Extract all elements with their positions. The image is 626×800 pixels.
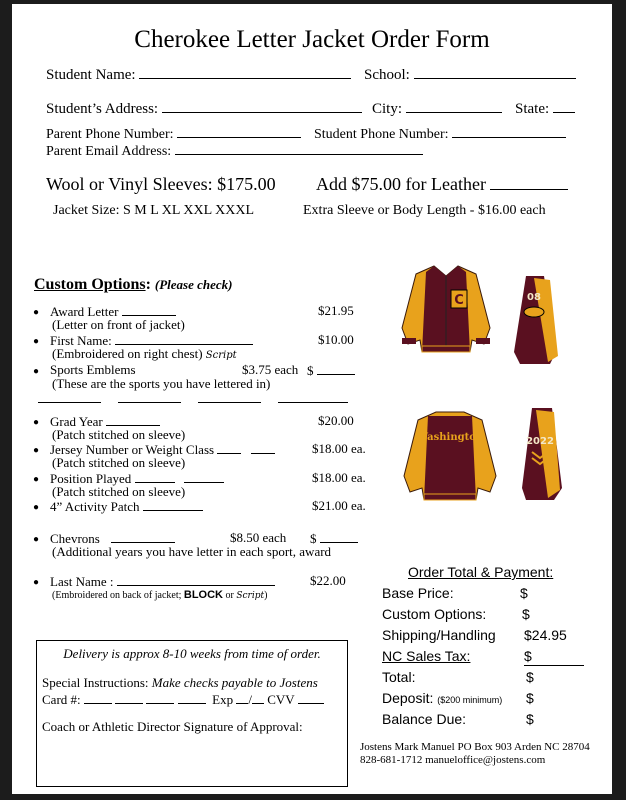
school-field[interactable]: [414, 66, 576, 79]
jacket-back-image: [400, 406, 500, 506]
chevrons-note: (Additional years you have letter in each sport, award: [52, 544, 332, 559]
first-name-note-row: [52, 346, 237, 362]
order-form-page: [12, 4, 612, 794]
sales-tax-label: NC Sales Tax:: [382, 648, 471, 664]
custom-options-total-value: $: [522, 606, 530, 622]
sport-line-3[interactable]: [198, 402, 261, 403]
sports-emblems-field[interactable]: [317, 362, 355, 375]
first-name-field[interactable]: [115, 332, 253, 345]
jersey-note: (Patch stitched on sleeve): [52, 455, 186, 470]
activity-patch-field[interactable]: [143, 498, 203, 511]
parent-phone-row: [46, 125, 301, 143]
grad-year-label: Grad Year: [50, 414, 103, 429]
bullet: ●: [33, 474, 40, 485]
jersey-field-2[interactable]: [251, 441, 275, 454]
bullet: ●: [33, 307, 40, 318]
bullet: ●: [33, 502, 40, 513]
parent-phone-field[interactable]: [177, 125, 301, 138]
card-field-3[interactable]: [146, 691, 174, 704]
state-row: [515, 100, 575, 118]
exp-year-field[interactable]: [252, 691, 264, 704]
jacket-front-image: [396, 260, 496, 358]
first-name-note: (Embroidered on right chest): [52, 346, 203, 361]
card-field-2[interactable]: [115, 691, 143, 704]
custom-options-total-label: Custom Options:: [382, 606, 487, 622]
position-note: (Patch stitched on sleeve): [52, 484, 186, 499]
custom-options-title: Custom Options: [34, 276, 146, 293]
first-name-script: Script: [205, 350, 237, 361]
jacket-back-side-image: [518, 404, 566, 506]
total-label: Total:: [382, 669, 416, 685]
state-label: State:: [515, 101, 550, 117]
sports-emblems-label: Sports Emblems: [50, 362, 136, 377]
last-name-note-row: [52, 589, 267, 601]
chevrons-field[interactable]: [111, 530, 175, 543]
grad-year-note: (Patch stitched on sleeve): [52, 427, 186, 442]
sport-line-4[interactable]: [278, 402, 348, 403]
award-letter-field[interactable]: [122, 303, 176, 316]
student-phone-row: [314, 125, 566, 143]
state-field[interactable]: [553, 100, 575, 113]
first-name-price: $10.00: [318, 332, 354, 347]
address-label: Student’s Address:: [46, 101, 159, 117]
activity-patch-price: $21.00 ea.: [312, 498, 366, 513]
parent-phone-label: Parent Phone Number:: [46, 127, 174, 142]
exp-label: Exp: [212, 692, 234, 707]
custom-options-note: (Please check): [154, 277, 233, 292]
back-name: Washington: [416, 432, 484, 443]
award-letter-price: $21.95: [318, 303, 354, 318]
position-field-2[interactable]: [184, 470, 224, 483]
total-value: $: [526, 669, 534, 685]
student-phone-label: Student Phone Number:: [314, 127, 449, 142]
last-name-price: $22.00: [310, 573, 346, 588]
contact-phone-email: 828-681-1712 manueloffice@jostens.com: [360, 754, 546, 766]
leather-price: Add $75.00 for Leather: [316, 174, 486, 194]
custom-options-header: [34, 276, 233, 294]
card-field-1[interactable]: [84, 691, 112, 704]
bullet: ●: [33, 534, 40, 545]
chevrons-price: $: [310, 531, 317, 546]
extra-length-price: Extra Sleeve or Body Length - $16.00 each: [303, 203, 546, 218]
chevrons-label: Chevrons: [50, 531, 100, 546]
city-field[interactable]: [406, 100, 502, 113]
jacket-side-image: [510, 272, 560, 370]
bullet: ●: [33, 336, 40, 347]
shipping-label: Shipping/Handling: [382, 627, 496, 643]
chevrons-price-field[interactable]: [320, 530, 358, 543]
last-name-row: [50, 573, 275, 590]
sleeve-year: 08: [527, 292, 541, 303]
last-name-note-prefix: (Embroidered on back of jacket;: [52, 590, 182, 601]
signature-label: Coach or Athletic Director Signature of Approval:: [42, 719, 303, 734]
sport-line-2[interactable]: [118, 402, 181, 403]
card-field-4[interactable]: [178, 691, 206, 704]
address-field[interactable]: [162, 100, 362, 113]
school-label: School:: [364, 67, 410, 83]
custom-options-colon: :: [145, 276, 151, 293]
sleeves-price: Wool or Vinyl Sleeves: $175.00: [46, 174, 276, 194]
bullet: ●: [33, 417, 40, 428]
balance-value: $: [526, 711, 534, 727]
deposit-label: Deposit:: [382, 690, 434, 706]
position-price: $18.00 ea.: [312, 470, 366, 485]
cvv-field[interactable]: [298, 691, 324, 704]
checks-note: Make checks payable to Jostens: [151, 675, 318, 690]
front-letter: C: [454, 293, 464, 308]
activity-patch-label: 4” Activity Patch: [50, 499, 140, 514]
school-row: [364, 66, 576, 84]
delivery-box: [36, 640, 348, 787]
grad-year-price: $20.00: [318, 413, 354, 428]
sales-tax-value[interactable]: $: [524, 648, 584, 666]
grad-year-field[interactable]: [106, 413, 160, 426]
last-name-note-suffix: ): [264, 590, 268, 601]
parent-email-label: Parent Email Address:: [46, 144, 172, 159]
jersey-price: $18.00 ea.: [312, 441, 366, 456]
position-label: Position Played: [50, 471, 132, 486]
last-name-label: Last Name :: [50, 574, 114, 589]
jersey-field-1[interactable]: [217, 441, 241, 454]
parent-email-field[interactable]: [175, 142, 423, 155]
address-row: [46, 100, 362, 118]
activity-patch-row: [50, 498, 203, 515]
contact-address: Jostens Mark Manuel PO Box 903 Arden NC 28704: [360, 741, 590, 753]
balance-label: Balance Due:: [382, 711, 467, 727]
leather-field[interactable]: [490, 177, 568, 190]
bullet: ●: [33, 366, 40, 377]
base-price-label: Base Price:: [382, 585, 454, 601]
first-name-label: First Name:: [50, 333, 112, 348]
payment-header: Order Total & Payment:: [408, 564, 554, 580]
chevrons-each: $8.50 each: [230, 530, 287, 545]
student-phone-field[interactable]: [452, 125, 566, 138]
parent-email-row: [46, 142, 423, 160]
award-letter-note: (Letter on front of jacket): [52, 317, 185, 332]
exp-month-field[interactable]: [236, 691, 248, 704]
student-name-row: [46, 66, 351, 84]
sports-emblems-note: (These are the sports you have lettered in): [52, 376, 271, 391]
card-label: Card #:: [42, 692, 81, 707]
last-name-note-block: BLOCK: [183, 589, 223, 601]
form-title: Cherokee Letter Jacket Order Form: [134, 26, 490, 53]
base-price-value: $: [520, 585, 528, 601]
award-letter-label: Award Letter: [50, 304, 119, 319]
leather-row: [316, 174, 568, 195]
sports-emblems-each: $3.75 each: [242, 362, 299, 377]
bullet: ●: [33, 577, 40, 588]
city-row: [372, 100, 502, 118]
deposit-row: [382, 690, 502, 706]
cvv-label: CVV: [267, 692, 295, 707]
last-name-note-script: Script: [236, 591, 265, 601]
student-name-field[interactable]: [139, 66, 351, 79]
special-label: Special Instructions:: [42, 675, 149, 690]
jersey-label: Jersey Number or Weight Class: [50, 442, 215, 457]
delivery-note: Delivery is approx 8-10 weeks from time of order.: [63, 646, 321, 661]
last-name-field[interactable]: [117, 573, 275, 586]
sport-line-1[interactable]: [38, 402, 101, 403]
student-name-label: Student Name:: [46, 67, 136, 83]
deposit-value: $: [526, 690, 534, 706]
position-field-1[interactable]: [135, 470, 175, 483]
sports-emblems-price: $: [307, 363, 314, 378]
jacket-sizes: Jacket Size: S M L XL XXL XXXL: [53, 203, 255, 218]
bullet: ●: [33, 445, 40, 456]
sports-emblems-price-row: [307, 362, 355, 379]
card-row: Card #: Exp / CVV: [42, 691, 324, 708]
back-sleeve-number: 2022: [526, 436, 554, 447]
shipping-value: $24.95: [524, 627, 567, 643]
last-name-note-or: or: [225, 590, 234, 601]
deposit-note: ($200 minimum): [437, 695, 503, 705]
special-row: [42, 675, 318, 691]
city-label: City:: [372, 101, 403, 117]
